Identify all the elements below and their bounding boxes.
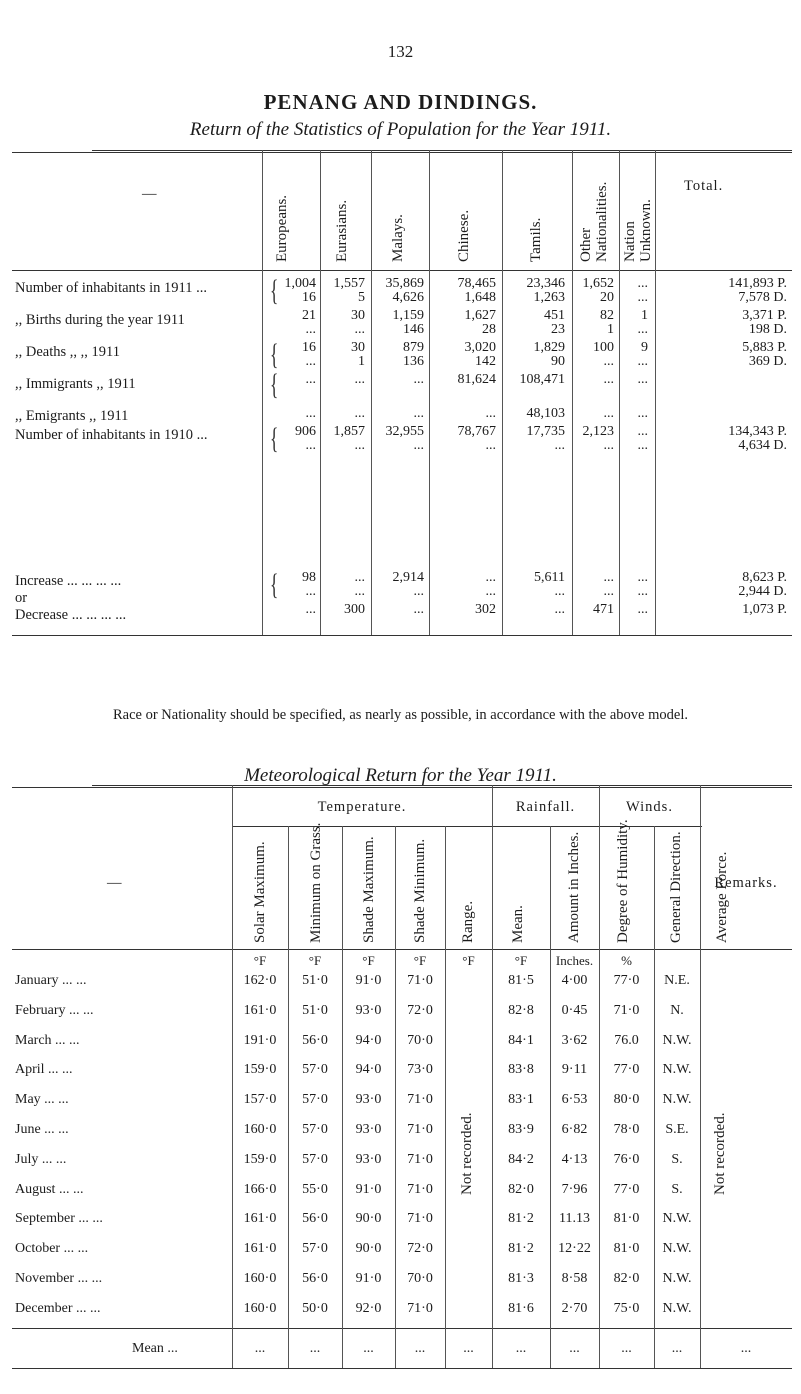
column-head-total: Total. bbox=[684, 178, 724, 194]
population-cell: ... bbox=[485, 584, 496, 599]
month-label: October ... ... bbox=[15, 1241, 89, 1256]
population-cell: 81,624 bbox=[457, 372, 496, 387]
population-cell: ... bbox=[305, 438, 316, 453]
page-number: 132 bbox=[387, 42, 414, 61]
meteorological-cell: 93·0 bbox=[355, 1152, 382, 1167]
row-label-inhabitants-1911: Number of inhabitants in 1911 ... bbox=[15, 280, 207, 296]
population-cell: ... bbox=[485, 570, 496, 585]
population-cell: ... bbox=[485, 406, 496, 421]
row-label-deaths: ,, Deaths ,, ,, 1911 bbox=[15, 344, 120, 360]
month-label: June ... ... bbox=[15, 1122, 69, 1137]
meteorological-cell: 81·0 bbox=[613, 1241, 640, 1256]
column-head-minimum-on-grass: Minimum on Grass. bbox=[308, 822, 324, 943]
mean-label: Mean ... bbox=[132, 1341, 178, 1356]
population-cell: ... bbox=[637, 290, 648, 305]
mean-cell: ... bbox=[515, 1341, 527, 1356]
meteorological-cell: N. bbox=[670, 1003, 684, 1018]
mean-cell: ... bbox=[671, 1341, 683, 1356]
meteorological-cell: 50·0 bbox=[302, 1301, 328, 1316]
unit-label: °F bbox=[413, 953, 427, 968]
group-head-remarks: Remarks. bbox=[714, 875, 778, 891]
meteorological-cell: 57·0 bbox=[302, 1152, 328, 1167]
model-note: Race or Nationality should be specified, as nearly as possible, in accordance with the above model. bbox=[113, 707, 688, 723]
month-label: November ... ... bbox=[15, 1271, 103, 1286]
table-rule bbox=[12, 152, 792, 153]
population-cell: ... bbox=[305, 602, 316, 617]
meteorological-cell: 71·0 bbox=[407, 973, 433, 988]
population-cell: 20 bbox=[600, 290, 614, 305]
column-head-shade-minimum: Shade Minimum. bbox=[412, 838, 428, 943]
population-cell: 4,626 bbox=[392, 290, 424, 305]
mean-cell: ... bbox=[463, 1341, 474, 1356]
meteorological-cell: N.W. bbox=[662, 1211, 692, 1226]
brace: { bbox=[269, 368, 279, 401]
meteorological-cell: N.E. bbox=[664, 973, 690, 988]
column-head-tamils: Tamils. bbox=[528, 217, 544, 262]
meteorological-cell: 82·0 bbox=[613, 1271, 640, 1286]
population-cell: ... bbox=[637, 354, 648, 369]
unit-label: Inches. bbox=[555, 953, 594, 968]
table-rule bbox=[12, 1368, 792, 1369]
meteorological-cell: 51·0 bbox=[302, 973, 328, 988]
month-label: September ... ... bbox=[15, 1211, 103, 1226]
population-cell: 82 bbox=[600, 308, 614, 323]
population-cell: ... bbox=[637, 584, 648, 599]
column-head-eurasians: Eurasians. bbox=[334, 199, 350, 262]
population-cell: ... bbox=[354, 438, 365, 453]
mean-cell: ... bbox=[363, 1341, 374, 1356]
population-cell: 98 bbox=[302, 570, 316, 585]
meteorological-cell: 191·0 bbox=[243, 1033, 277, 1048]
meteorological-cell: 92·0 bbox=[355, 1301, 382, 1316]
column-head-average-force: Average Force. bbox=[714, 851, 730, 943]
row-label-inhabitants-1910: Number of inhabitants in 1910 ... bbox=[15, 427, 208, 443]
column-rule bbox=[371, 150, 372, 635]
population-cell: 5 bbox=[358, 290, 365, 305]
meteorological-cell: 93·0 bbox=[355, 1092, 382, 1107]
population-cell: 32,955 bbox=[385, 424, 424, 439]
population-cell: ... bbox=[603, 584, 614, 599]
meteorological-cell: 71·0 bbox=[407, 1301, 433, 1316]
meteorological-cell: 73·0 bbox=[407, 1062, 433, 1077]
row-label-decrease: Decrease ... ... ... ... bbox=[15, 607, 127, 623]
month-label: July ... ... bbox=[15, 1152, 67, 1167]
population-cell: 100 bbox=[593, 340, 614, 355]
meteorological-cell: 72·0 bbox=[407, 1241, 433, 1256]
row-label-immigrants: ,, Immigrants ,, 1911 bbox=[15, 376, 136, 392]
meteorological-cell: 71·0 bbox=[407, 1211, 433, 1226]
meteorological-cell: 6·53 bbox=[561, 1092, 588, 1107]
meteorological-cell: 55·0 bbox=[302, 1182, 328, 1197]
population-cell: 78,465 bbox=[457, 276, 496, 291]
meteorological-cell: 84·2 bbox=[508, 1152, 534, 1167]
month-label: February ... ... bbox=[15, 1003, 94, 1018]
population-cell: 108,471 bbox=[519, 372, 565, 387]
meteorological-cell: 71·0 bbox=[407, 1182, 433, 1197]
brace: { bbox=[269, 274, 279, 307]
meteorological-cell: 161·0 bbox=[243, 1211, 277, 1226]
population-cell: ... bbox=[554, 584, 565, 599]
population-cell: 16 bbox=[302, 290, 316, 305]
meteorological-cell: 81·6 bbox=[508, 1301, 534, 1316]
population-cell: ... bbox=[603, 438, 614, 453]
meteorological-cell: 159·0 bbox=[243, 1062, 277, 1077]
population-cell: 1,627 bbox=[464, 308, 496, 323]
meteorological-cell: 57·0 bbox=[302, 1062, 328, 1077]
population-cell: 134,343 P. bbox=[728, 424, 787, 439]
meteorological-cell: 70·0 bbox=[407, 1033, 433, 1048]
population-cell: 451 bbox=[544, 308, 565, 323]
table-rule bbox=[12, 1328, 792, 1329]
meteorological-cell: N.W. bbox=[662, 1301, 692, 1316]
meteorological-cell: 94·0 bbox=[355, 1062, 382, 1077]
column-rule bbox=[572, 150, 573, 635]
meteorological-cell: 160·0 bbox=[243, 1271, 277, 1286]
table-rule bbox=[12, 635, 792, 636]
column-rule bbox=[445, 826, 446, 1368]
population-cell: 30 bbox=[351, 308, 365, 323]
population-table bbox=[12, 150, 792, 710]
population-cell: 4,634 D. bbox=[738, 438, 787, 453]
column-rule bbox=[262, 150, 263, 635]
meteorological-cell: 4·00 bbox=[561, 973, 588, 988]
page-heading: PENANG AND DINDINGS. bbox=[263, 90, 538, 114]
unit-label: °F bbox=[462, 953, 475, 968]
meteorological-cell: 70·0 bbox=[407, 1271, 433, 1286]
mean-cell: ... bbox=[621, 1341, 632, 1356]
column-head-malays: Malays. bbox=[390, 214, 406, 262]
brace: { bbox=[269, 338, 279, 371]
population-cell: 146 bbox=[403, 322, 424, 337]
meteorological-cell: 8·58 bbox=[561, 1271, 588, 1286]
meteorological-cell: 160·0 bbox=[243, 1122, 277, 1137]
stub-head: — bbox=[142, 186, 157, 202]
column-head-chinese: Chinese. bbox=[456, 209, 472, 262]
column-rule bbox=[700, 785, 701, 1368]
population-title: Return of the Statistics of Population for the Year 1911. bbox=[189, 119, 612, 140]
population-cell: 136 bbox=[403, 354, 424, 369]
meteorological-cell: 81·0 bbox=[613, 1211, 640, 1226]
meteorological-cell: 57·0 bbox=[302, 1092, 328, 1107]
meteorological-cell: 12·22 bbox=[558, 1241, 591, 1256]
meteorological-cell: N.W. bbox=[662, 1271, 692, 1286]
group-head-winds: Winds. bbox=[626, 799, 673, 815]
population-cell: 1 bbox=[607, 322, 614, 337]
unit-label: °F bbox=[362, 953, 375, 968]
column-rule bbox=[429, 150, 430, 635]
month-label: May ... ... bbox=[15, 1092, 69, 1107]
meteorological-cell: 157·0 bbox=[243, 1092, 277, 1107]
population-cell: ... bbox=[637, 602, 648, 617]
population-cell: 1,004 bbox=[284, 276, 316, 291]
unit-label: °F bbox=[514, 953, 528, 968]
population-cell: ... bbox=[305, 354, 316, 369]
population-cell: 1 bbox=[358, 354, 365, 369]
meteorological-cell: 90·0 bbox=[355, 1211, 382, 1226]
meteorological-cell: S. bbox=[671, 1182, 683, 1197]
population-cell: 78,767 bbox=[457, 424, 496, 439]
range-not-recorded: Not recorded. bbox=[459, 1112, 475, 1195]
meteorological-cell: 161·0 bbox=[243, 1003, 277, 1018]
meteorological-cell: 82·8 bbox=[508, 1003, 534, 1018]
column-head-mean: Mean. bbox=[510, 905, 526, 943]
group-head-temperature: Temperature. bbox=[317, 799, 407, 815]
meteorological-cell: 82·0 bbox=[508, 1182, 534, 1197]
meteorological-table bbox=[12, 785, 792, 1375]
meteorological-cell: S. bbox=[671, 1152, 683, 1167]
population-cell: 906 bbox=[295, 424, 316, 439]
meteorological-cell: N.W. bbox=[662, 1033, 692, 1048]
meteorological-cell: 81·2 bbox=[508, 1211, 534, 1226]
meteorological-cell: 81·2 bbox=[508, 1241, 534, 1256]
meteorological-cell: 93·0 bbox=[355, 1122, 382, 1137]
row-label-births: ,, Births during the year 1911 bbox=[15, 312, 185, 328]
population-cell: ... bbox=[354, 570, 365, 585]
meteorological-cell: 77·0 bbox=[613, 1182, 640, 1197]
population-cell: 142 bbox=[475, 354, 496, 369]
population-cell: ... bbox=[637, 570, 648, 585]
column-head-range: Range. bbox=[460, 900, 476, 943]
population-cell: 23,346 bbox=[526, 276, 565, 291]
population-cell: ... bbox=[305, 584, 316, 599]
population-cell: 7,578 D. bbox=[738, 290, 787, 305]
population-cell: 3,371 P. bbox=[742, 308, 787, 323]
meteorological-cell: 56·0 bbox=[302, 1033, 328, 1048]
population-cell: ... bbox=[554, 602, 565, 617]
unit-label: % bbox=[621, 953, 632, 968]
meteorological-cell: 161·0 bbox=[243, 1241, 277, 1256]
meteorological-cell: 77·0 bbox=[613, 1062, 640, 1077]
meteorological-cell: 90·0 bbox=[355, 1241, 382, 1256]
mean-cell: ... bbox=[254, 1341, 266, 1356]
meteorological-cell: N.W. bbox=[662, 1241, 692, 1256]
meteorological-cell: 0·45 bbox=[561, 1003, 588, 1018]
table-rule bbox=[232, 826, 702, 827]
meteorological-cell: 83·9 bbox=[508, 1122, 534, 1137]
meteorological-cell: 84·1 bbox=[508, 1033, 534, 1048]
population-cell: 1,263 bbox=[533, 290, 565, 305]
population-cell: 35,869 bbox=[385, 276, 424, 291]
population-cell: ... bbox=[485, 438, 496, 453]
month-label: January ... ... bbox=[15, 973, 87, 988]
column-head-europeans: Europeans. bbox=[274, 194, 290, 262]
meteorological-cell: 2·70 bbox=[561, 1301, 588, 1316]
population-cell: 9 bbox=[641, 340, 648, 355]
mean-cell: ... bbox=[569, 1341, 580, 1356]
brace: { bbox=[269, 422, 279, 455]
meteorological-cell: 75·0 bbox=[613, 1301, 640, 1316]
population-cell: ... bbox=[305, 406, 316, 421]
population-cell: 1,557 bbox=[333, 276, 365, 291]
column-head-nation-unknown: Nation Unknown. bbox=[622, 199, 654, 262]
population-cell: 17,735 bbox=[526, 424, 565, 439]
population-cell: 2,914 bbox=[392, 570, 424, 585]
meteorological-cell: 72·0 bbox=[407, 1003, 433, 1018]
table-rule bbox=[12, 270, 792, 271]
population-cell: 300 bbox=[344, 602, 365, 617]
meteorological-cell: 71·0 bbox=[613, 1003, 640, 1018]
population-cell: ... bbox=[637, 424, 648, 439]
row-label-increase: Increase ... ... ... ... bbox=[15, 573, 122, 589]
table-rule bbox=[12, 787, 792, 788]
column-rule bbox=[320, 150, 321, 635]
meteorological-cell: N.W. bbox=[662, 1062, 692, 1077]
population-cell: 302 bbox=[475, 602, 496, 617]
population-cell: ... bbox=[354, 406, 365, 421]
population-cell: 5,883 P. bbox=[742, 340, 787, 355]
population-cell: 1,857 bbox=[333, 424, 365, 439]
meteorological-cell: 78·0 bbox=[613, 1122, 640, 1137]
meteorological-cell: 71·0 bbox=[407, 1122, 433, 1137]
population-cell: 1,648 bbox=[464, 290, 496, 305]
table-rule bbox=[12, 949, 792, 950]
month-label: August ... ... bbox=[15, 1182, 84, 1197]
population-cell: ... bbox=[637, 372, 648, 387]
population-cell: 90 bbox=[551, 354, 565, 369]
population-cell: ... bbox=[637, 438, 648, 453]
population-cell: ... bbox=[603, 406, 614, 421]
meteorological-cell: 7·96 bbox=[561, 1182, 588, 1197]
table-rule bbox=[92, 785, 792, 786]
population-cell: 1 bbox=[641, 308, 648, 323]
meteorological-cell: 57·0 bbox=[302, 1122, 328, 1137]
row-label-or: or bbox=[15, 590, 28, 606]
table-rule bbox=[92, 150, 792, 151]
population-cell: ... bbox=[413, 602, 424, 617]
meteorological-cell: N.W. bbox=[662, 1092, 692, 1107]
population-cell: ... bbox=[637, 276, 648, 291]
population-cell: 141,893 P. bbox=[728, 276, 787, 291]
population-cell: ... bbox=[354, 322, 365, 337]
meteorological-cell: 91·0 bbox=[355, 973, 382, 988]
column-head-shade-maximum: Shade Maximum. bbox=[361, 836, 377, 943]
mean-cell: ... bbox=[309, 1341, 321, 1356]
meteorological-cell: 11.13 bbox=[559, 1211, 590, 1226]
meteorological-cell: 91·0 bbox=[355, 1182, 382, 1197]
population-cell: 2,123 bbox=[582, 424, 614, 439]
population-cell: ... bbox=[305, 322, 316, 337]
meteorological-cell: 76.0 bbox=[614, 1033, 639, 1048]
population-cell: 879 bbox=[403, 340, 424, 355]
population-cell: 3,020 bbox=[464, 340, 496, 355]
meteorological-cell: 93·0 bbox=[355, 1003, 382, 1018]
meteorological-cell: 159·0 bbox=[243, 1152, 277, 1167]
population-cell: ... bbox=[354, 372, 365, 387]
population-cell: 471 bbox=[593, 602, 614, 617]
population-cell: ... bbox=[637, 406, 648, 421]
meteorological-cell: 56·0 bbox=[302, 1271, 328, 1286]
month-label: March ... ... bbox=[15, 1033, 80, 1048]
population-cell: ... bbox=[554, 438, 565, 453]
population-cell: 16 bbox=[302, 340, 316, 355]
column-head-amount-in-inches: Amount in Inches. bbox=[566, 831, 582, 943]
group-head-rainfall: Rainfall. bbox=[515, 799, 576, 815]
population-cell: ... bbox=[637, 322, 648, 337]
unit-label: °F bbox=[308, 953, 322, 968]
meteorological-cell: 77·0 bbox=[613, 973, 640, 988]
population-cell: ... bbox=[413, 372, 424, 387]
column-head-degree-of-humidity: Degree of Humidity. bbox=[615, 819, 631, 943]
mean-cell: ... bbox=[740, 1341, 752, 1356]
meteorological-cell: 4·13 bbox=[561, 1152, 588, 1167]
population-cell: 21 bbox=[302, 308, 316, 323]
remarks-not-recorded: Not recorded. bbox=[712, 1112, 728, 1195]
population-cell: 1,159 bbox=[392, 308, 424, 323]
meteorological-cell: 56·0 bbox=[302, 1211, 328, 1226]
population-cell: 1,073 P. bbox=[742, 602, 787, 617]
meteorological-title: Meteorological Return for the Year 1911. bbox=[244, 765, 557, 786]
population-cell: 2,944 D. bbox=[738, 584, 787, 599]
mean-cell: ... bbox=[414, 1341, 426, 1356]
column-rule bbox=[655, 150, 656, 635]
meteorological-cell: 81·5 bbox=[508, 973, 534, 988]
population-cell: 5,611 bbox=[534, 570, 565, 585]
meteorological-cell: 71·0 bbox=[407, 1092, 433, 1107]
population-cell: 369 D. bbox=[748, 354, 787, 369]
meteorological-cell: 94·0 bbox=[355, 1033, 382, 1048]
population-cell: 28 bbox=[482, 322, 496, 337]
population-cell: 30 bbox=[351, 340, 365, 355]
population-cell: ... bbox=[603, 570, 614, 585]
meteorological-cell: 162·0 bbox=[243, 973, 277, 988]
column-rule bbox=[619, 150, 620, 635]
meteorological-cell: 81·3 bbox=[508, 1271, 534, 1286]
row-label-emigrants: ,, Emigrants ,, 1911 bbox=[15, 408, 129, 424]
population-cell: ... bbox=[603, 354, 614, 369]
population-cell: 48,103 bbox=[526, 406, 565, 421]
population-cell: ... bbox=[354, 584, 365, 599]
stub-head: — bbox=[107, 875, 122, 891]
population-cell: ... bbox=[413, 406, 424, 421]
population-cell: 8,623 P. bbox=[742, 570, 787, 585]
meteorological-cell: 83·1 bbox=[508, 1092, 534, 1107]
meteorological-cell: 6·82 bbox=[561, 1122, 588, 1137]
meteorological-cell: 160·0 bbox=[243, 1301, 277, 1316]
unit-label: °F bbox=[253, 953, 267, 968]
meteorological-cell: 3·62 bbox=[561, 1033, 588, 1048]
meteorological-cell: 71·0 bbox=[407, 1152, 433, 1167]
population-cell: 198 D. bbox=[748, 322, 787, 337]
meteorological-cell: 9·11 bbox=[561, 1062, 588, 1077]
month-label: April ... ... bbox=[15, 1062, 73, 1077]
column-head-solar-maximum: Solar Maximum. bbox=[252, 841, 268, 943]
population-cell: ... bbox=[305, 372, 316, 387]
brace: { bbox=[269, 568, 279, 601]
meteorological-cell: S.E. bbox=[665, 1122, 689, 1137]
column-head-other-nationalities: Other Nationalities. bbox=[578, 181, 610, 262]
population-cell: ... bbox=[603, 372, 614, 387]
column-rule bbox=[502, 150, 503, 635]
meteorological-cell: 166·0 bbox=[243, 1182, 277, 1197]
column-head-general-direction: General Direction. bbox=[668, 831, 684, 943]
population-cell: ... bbox=[413, 438, 424, 453]
meteorological-cell: 57·0 bbox=[302, 1241, 328, 1256]
population-cell: ... bbox=[413, 584, 424, 599]
population-cell: 1,652 bbox=[582, 276, 614, 291]
meteorological-cell: 91·0 bbox=[355, 1271, 382, 1286]
meteorological-cell: 76·0 bbox=[613, 1152, 640, 1167]
meteorological-cell: 83·8 bbox=[508, 1062, 534, 1077]
meteorological-cell: 80·0 bbox=[613, 1092, 640, 1107]
month-label: December ... ... bbox=[15, 1301, 101, 1316]
population-cell: 23 bbox=[551, 322, 565, 337]
population-cell: 1,829 bbox=[533, 340, 565, 355]
meteorological-cell: 51·0 bbox=[302, 1003, 328, 1018]
